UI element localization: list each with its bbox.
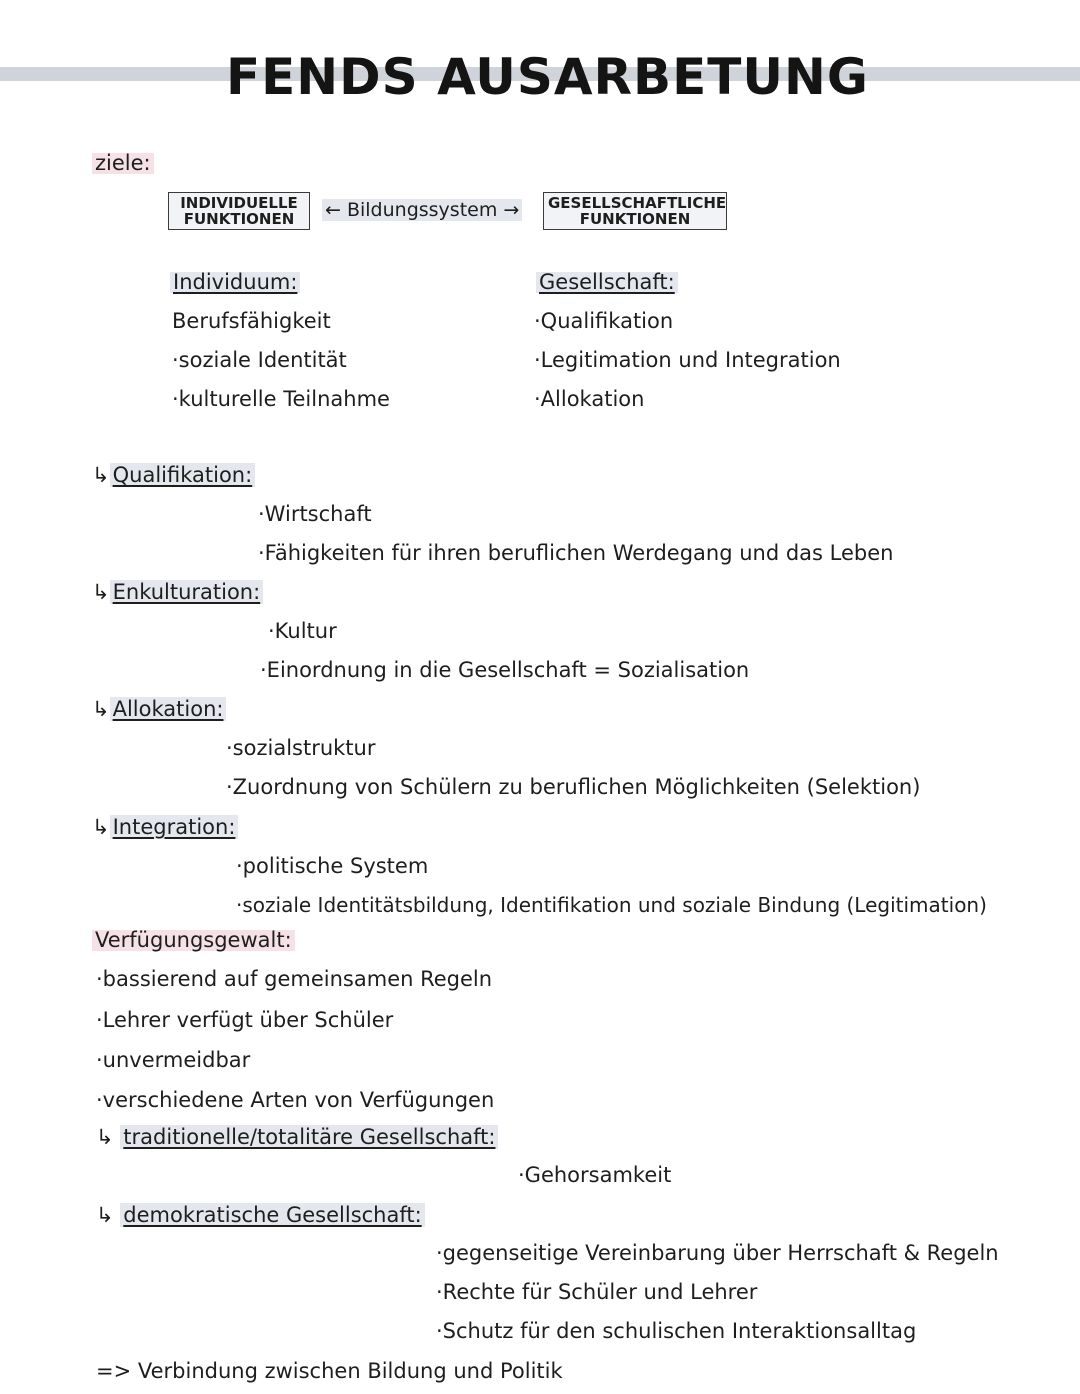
arrow-icon: ↳: [96, 1203, 114, 1227]
enkulturation-item: ·Einordnung in die Gesellschaft = Sozialisation: [260, 658, 750, 682]
box-line: FUNKTIONEN: [183, 210, 295, 228]
traditionell-item: ·Gehorsamkeit: [518, 1163, 672, 1187]
box-line: INDIVIDUELLE: [180, 194, 298, 212]
gesellschaft-heading: Gesellschaft:: [536, 272, 678, 293]
individual-functions-box: [168, 192, 310, 230]
qualifikation-item: ·Fähigkeiten für ihren beruflichen Werdegang und das Leben: [258, 541, 894, 565]
individuum-heading: Individuum:: [170, 272, 300, 293]
demokratisch-item: ·gegenseitige Vereinbarung über Herrschaft & Regeln: [436, 1241, 999, 1265]
demokratisch-heading: ↳ demokratische Gesellschaft:: [96, 1205, 425, 1226]
individuum-item: ·kulturelle Teilnahme: [172, 387, 390, 411]
qualifikation-item: ·Wirtschaft: [258, 502, 372, 526]
arrow-icon: ↳: [92, 463, 110, 487]
allokation-item: ·Zuordnung von Schülern zu beruflichen Möglichkeiten (Selektion): [226, 775, 921, 799]
demokratisch-item: ·Schutz für den schulischen Interaktionsalltag: [436, 1319, 917, 1343]
demokratisch-item: ·Rechte für Schüler und Lehrer: [436, 1280, 758, 1304]
enkulturation-item: ·Kultur: [268, 619, 337, 643]
verfuegungsgewalt-heading: Verfügungsgewalt:: [92, 930, 295, 951]
arrow-icon: ↳: [96, 1125, 114, 1149]
arrow-icon: ↳: [92, 697, 110, 721]
verfuegung-item: ·Lehrer verfügt über Schüler: [96, 1008, 394, 1032]
verfuegung-item: ·verschiedene Arten von Verfügungen: [96, 1088, 495, 1112]
gesellschaft-item: ·Allokation: [534, 387, 645, 411]
gesellschaft-item: ·Legitimation und Integration: [534, 348, 841, 372]
enkulturation-heading: ↳ Enkulturation:: [92, 582, 263, 603]
integration-heading: ↳ Integration:: [92, 817, 238, 838]
box-line: FUNKTIONEN: [579, 210, 691, 228]
arrow-icon: ↳: [92, 580, 110, 604]
box-line: GESELLSCHAFTLICHE: [548, 194, 727, 212]
integration-item: ·politische System: [236, 854, 429, 878]
ziele-label: ziele:: [92, 153, 154, 174]
individuum-item: ·soziale Identität: [172, 348, 347, 372]
arrow-icon: ↳: [92, 815, 110, 839]
verfuegung-item: ·unvermeidbar: [96, 1048, 251, 1072]
verfuegung-item: ·bassierend auf gemeinsamen Regeln: [96, 967, 493, 991]
traditionell-heading: ↳ traditionelle/totalitäre Gesellschaft:: [96, 1127, 498, 1148]
integration-item: ·soziale Identitätsbildung, Identifikation und soziale Bindung (Legitimation): [236, 893, 987, 917]
allokation-item: ·sozialstruktur: [226, 736, 376, 760]
societal-functions-box: [543, 192, 727, 230]
page-title: FENDS AUSARBETUNG: [226, 48, 869, 106]
allokation-heading: ↳ Allokation:: [92, 699, 226, 720]
qualifikation-heading: ↳ Qualifikation:: [92, 465, 255, 486]
conclusion: => Verbindung zwischen Bildung und Politik: [96, 1359, 563, 1383]
individuum-item: Berufsfähigkeit: [172, 309, 331, 333]
bildungssystem-label: ← Bildungssystem →: [322, 201, 522, 220]
gesellschaft-item: ·Qualifikation: [534, 309, 674, 333]
